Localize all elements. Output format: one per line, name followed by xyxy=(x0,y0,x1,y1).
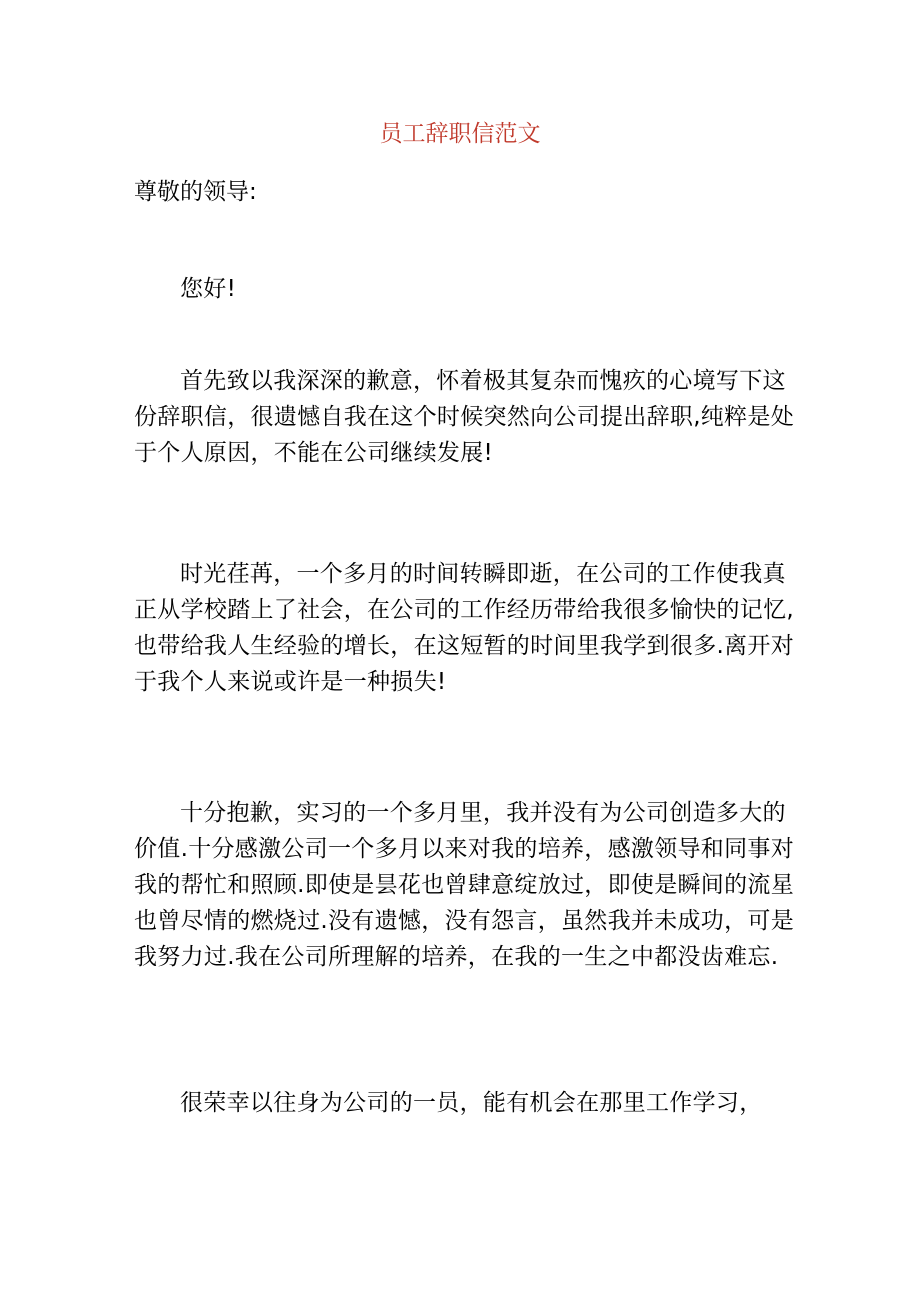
paragraph-line: 价值.十分感激公司一个多月以来对我的培养，感激领导和同事对 xyxy=(134,836,795,862)
paragraph-line: 正从学校踏上了社会，在公司的工作经历带给我很多愉快的记忆, xyxy=(134,597,795,623)
paragraph-line: 我努力过.我在公司所理解的培养，在我的一生之中都没齿难忘. xyxy=(134,944,779,970)
paragraph-line: 也带给我人生经验的增长，在这短暂的时间里我学到很多.离开对 xyxy=(134,633,795,659)
paragraph-line: 于我个人来说或许是一种损失! xyxy=(134,669,447,695)
paragraph-line: 很荣幸以往身为公司的一员，能有机会在那里工作学习， xyxy=(180,1090,763,1116)
greeting-line: 您好! xyxy=(180,276,237,302)
paragraph-gratitude xyxy=(134,795,794,975)
paragraph-time xyxy=(134,556,794,700)
document-title: 员工辞职信范文 xyxy=(379,121,541,147)
paragraph-line: 首先致以我深深的歉意，怀着极其复杂而愧疚的心境写下这 xyxy=(180,368,786,394)
paragraph-line: 也曾尽情的燃烧过.没有遗憾，没有怨言，虽然我并未成功，可是 xyxy=(134,908,795,934)
greeting-paragraph xyxy=(134,271,794,307)
paragraph-line: 于个人原因，不能在公司继续发展! xyxy=(134,440,494,466)
paragraph-line: 份辞职信，很遗憾自我在这个时候突然向公司提出辞职,纯粹是处 xyxy=(134,404,795,430)
paragraph-line: 十分抱歉，实习的一个多月里，我并没有为公司创造多大的 xyxy=(180,800,786,826)
paragraph-honor xyxy=(134,1085,794,1121)
salutation: 尊敬的领导: xyxy=(134,179,257,205)
paragraph-line: 我的帮忙和照顾.即使是昙花也曾肆意绽放过，即使是瞬间的流星 xyxy=(134,872,795,898)
paragraph-apology xyxy=(134,363,794,471)
paragraph-line: 时光荏苒，一个多月的时间转瞬即逝，在公司的工作使我真 xyxy=(180,561,786,587)
